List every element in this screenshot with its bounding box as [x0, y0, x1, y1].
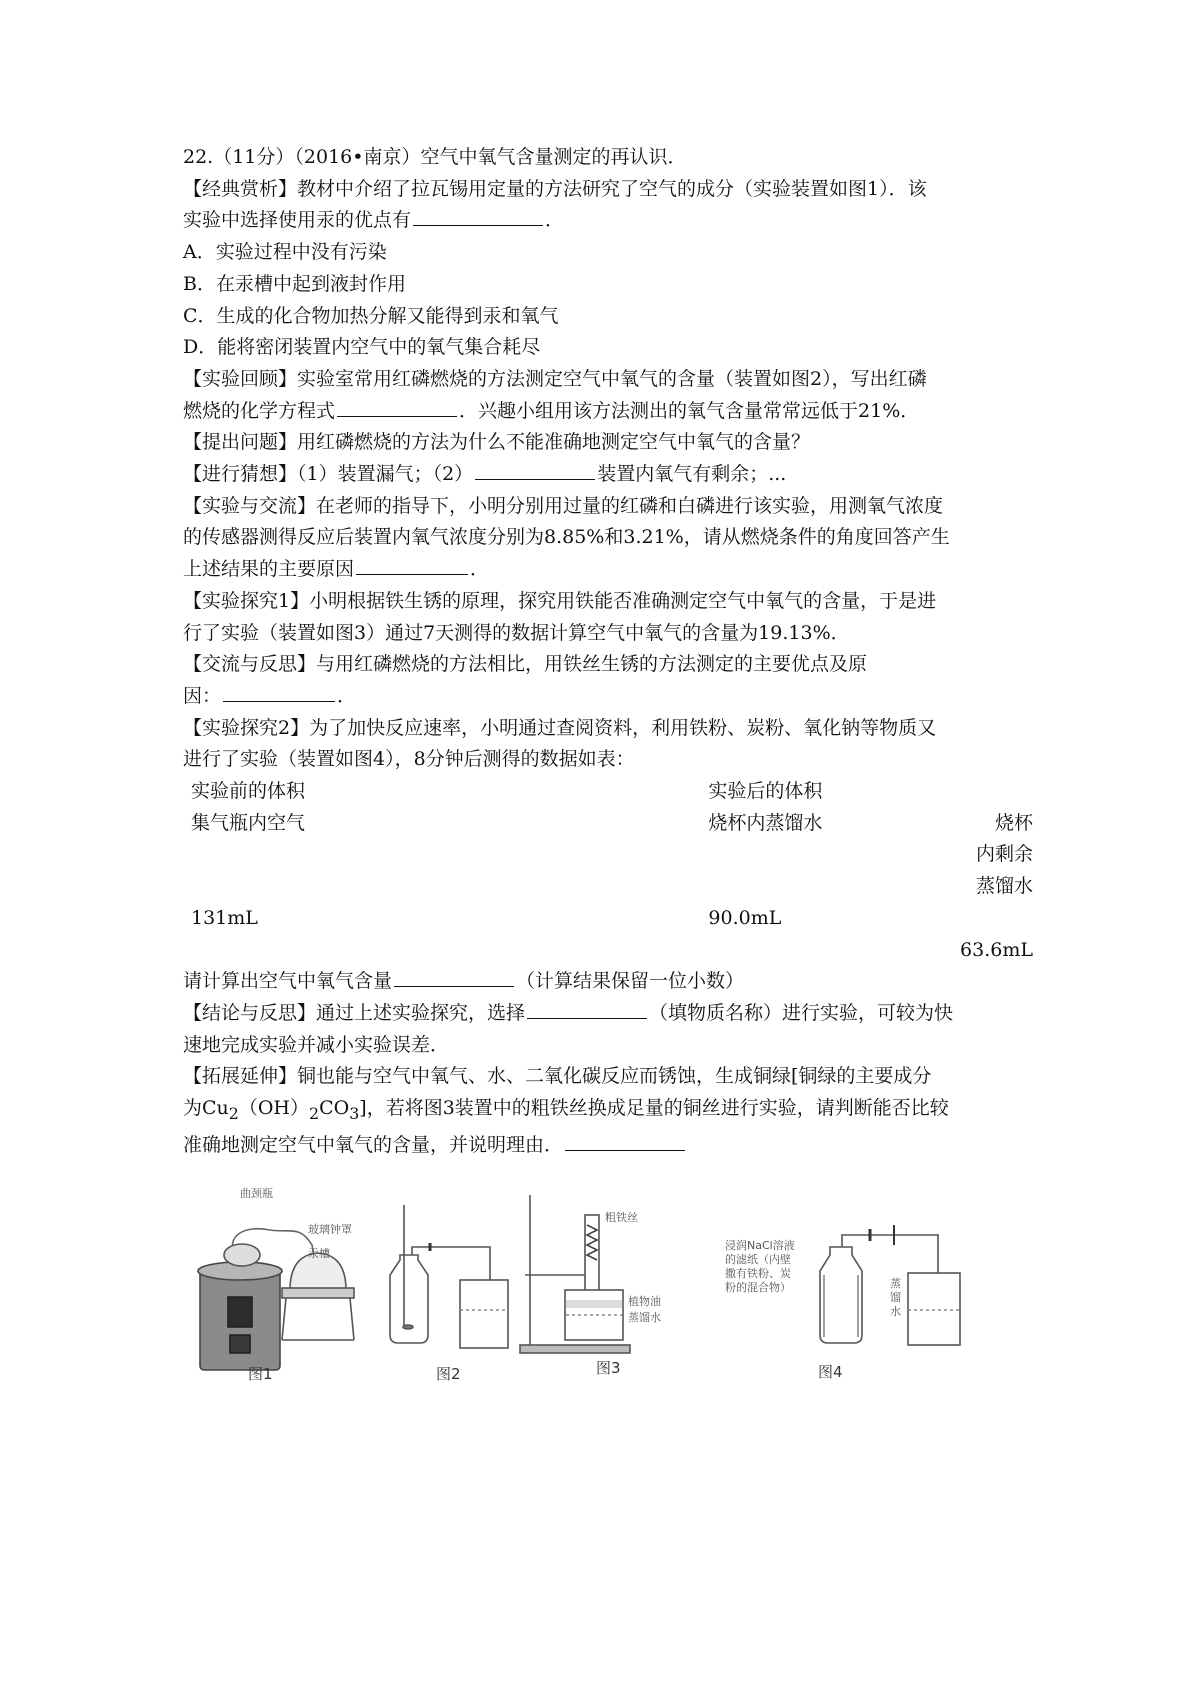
fig4-label-water: 蒸 馏 水 [890, 1277, 901, 1318]
answer-blank[interactable] [475, 459, 595, 480]
answer-blank[interactable] [356, 554, 468, 575]
review-line-1: 【实验回顾】实验室常用红磷燃烧的方法测定空气中氧气的含量（装置如图2），写出红磷 [183, 367, 927, 390]
explore2-line-1: 【实验探究2】为了加快反应速率，小明通过查阅资料，利用铁粉、炭粉、氧化钠等物质又 [183, 716, 937, 739]
table-header-before: 实验前的体积 [191, 780, 306, 803]
fig4-label-filter: 浸润NaCl溶液 的滤纸（内壁 撒有铁粉、炭 粉的混合物） [725, 1239, 795, 1294]
fig2-apparatus [390, 1205, 508, 1348]
fig3-caption: 图3 [596, 1359, 621, 1377]
table-col-remain: 烧杯 内剩余 蒸馏水 [975, 811, 1033, 898]
question-header: 22.（11分）（2016•南京）空气中氧气含量测定的再认识． [183, 146, 687, 168]
classic-line-1: 【经典赏析】教材中介绍了拉瓦锡用定量的方法研究了空气的成分（实验装置如图1）．该 [183, 177, 927, 200]
explore1-line-1: 【实验探究1】小明根据铁生锈的原理，探究用铁能否准确测定空气中氧气的含量，于是进 [183, 589, 937, 612]
reflect-line-2: 因： ． [183, 681, 1043, 713]
fig2-caption: 图2 [436, 1365, 461, 1383]
fig3-label-oil: 植物油 [628, 1295, 661, 1308]
reflect-line-1: 【交流与反思】与用红磷燃烧的方法相比，用铁丝生锈的方法测定的主要优点及原 [183, 653, 868, 676]
extend-line-2: 为$Cu_2(OH)_2CO_3$]，若将图3装置中的粗铁丝换成足量的铜丝进行实验，请判断能否比较 [183, 1097, 949, 1123]
fig1-label-trough: 汞槽 [308, 1247, 330, 1260]
fig1-caption: 图1 [248, 1365, 273, 1383]
answer-blank[interactable] [565, 1130, 685, 1151]
fig1-apparatus [198, 1229, 354, 1370]
fig3-label-water: 蒸馏水 [628, 1311, 661, 1324]
table-col-air: 集气瓶内空气 [191, 811, 306, 834]
table-value-remain: 63.6mL [960, 938, 1033, 961]
apparatus-figures [190, 1185, 1050, 1385]
review-line-2: 燃烧的化学方程式 ．兴趣小组用该方法测出的氧气含量常常远低于21%． [183, 396, 1043, 428]
answer-blank[interactable] [413, 205, 543, 226]
question-22 [183, 142, 1043, 1161]
answer-blank[interactable] [223, 681, 335, 702]
table-value-water: 90.0mL [708, 906, 782, 929]
explore1-line-2: 行了实验（装置如图3）通过7天测得的数据计算空气中氧气的含量为19.13%． [183, 621, 850, 644]
data-table [181, 776, 1043, 966]
problem-line: 【提出问题】用红磷燃烧的方法为什么不能准确地测定空气中氧气的含量？ [183, 431, 811, 454]
exchange-line-1: 【实验与交流】在老师的指导下，小明分别用过量的红磷和白磷进行该实验，用测氧气浓度 [183, 494, 944, 517]
fig1-label-bell: 玻璃钟罩 [308, 1223, 352, 1236]
option-a: A．实验过程中没有污染 [183, 241, 387, 264]
extend-line-1: 【拓展延伸】铜也能与空气中氧气、水、二氧化碳反应而锈蚀，生成铜绿[铜绿的主要成分 [183, 1065, 932, 1088]
table-value-air: 131mL [191, 906, 258, 929]
table-header-after: 实验后的体积 [708, 780, 823, 803]
fig1-label-retort: 曲颈瓶 [240, 1187, 273, 1200]
calc-line: 请计算出空气中氧气含量 （计算结果保留一位小数） [183, 966, 1043, 998]
conclusion-line-1: 【结论与反思】通过上述实验探究，选择 （填物质名称）进行实验，可较为快 [183, 998, 1043, 1030]
guess-line: 【进行猜想】（1）装置漏气；（2） 装置内氧气有剩余；... [183, 459, 1043, 491]
classic-line-2: 实验中选择使用汞的优点有 ． [183, 205, 1043, 237]
table-col-water: 烧杯内蒸馏水 [708, 811, 823, 834]
exchange-line-2: 的传感器测得反应后装置内氧气浓度分别为8.85%和3.21%，请从燃烧条件的角度回答产生 [183, 526, 950, 549]
option-b: B．在汞槽中起到液封作用 [183, 272, 406, 295]
extend-line-3: 准确地测定空气中氧气的含量，并说明理由． [183, 1130, 1043, 1162]
fig4-caption: 图4 [818, 1363, 843, 1381]
explore2-line-2: 进行了实验（装置如图4），8分钟后测得的数据如表： [183, 748, 635, 771]
conclusion-line-2: 速地完成实验并减小实验误差． [183, 1033, 450, 1056]
answer-blank[interactable] [527, 998, 647, 1019]
fig3-label-wire: 粗铁丝 [605, 1211, 638, 1224]
option-d: D．能将密闭装置内空气中的氧气集合耗尽 [183, 336, 541, 359]
option-c: C．生成的化合物加热分解又能得到汞和氧气 [183, 304, 559, 327]
answer-blank[interactable] [337, 396, 457, 417]
answer-blank[interactable] [394, 966, 514, 987]
exchange-line-3: 上述结果的主要原因 ． [183, 554, 1043, 586]
